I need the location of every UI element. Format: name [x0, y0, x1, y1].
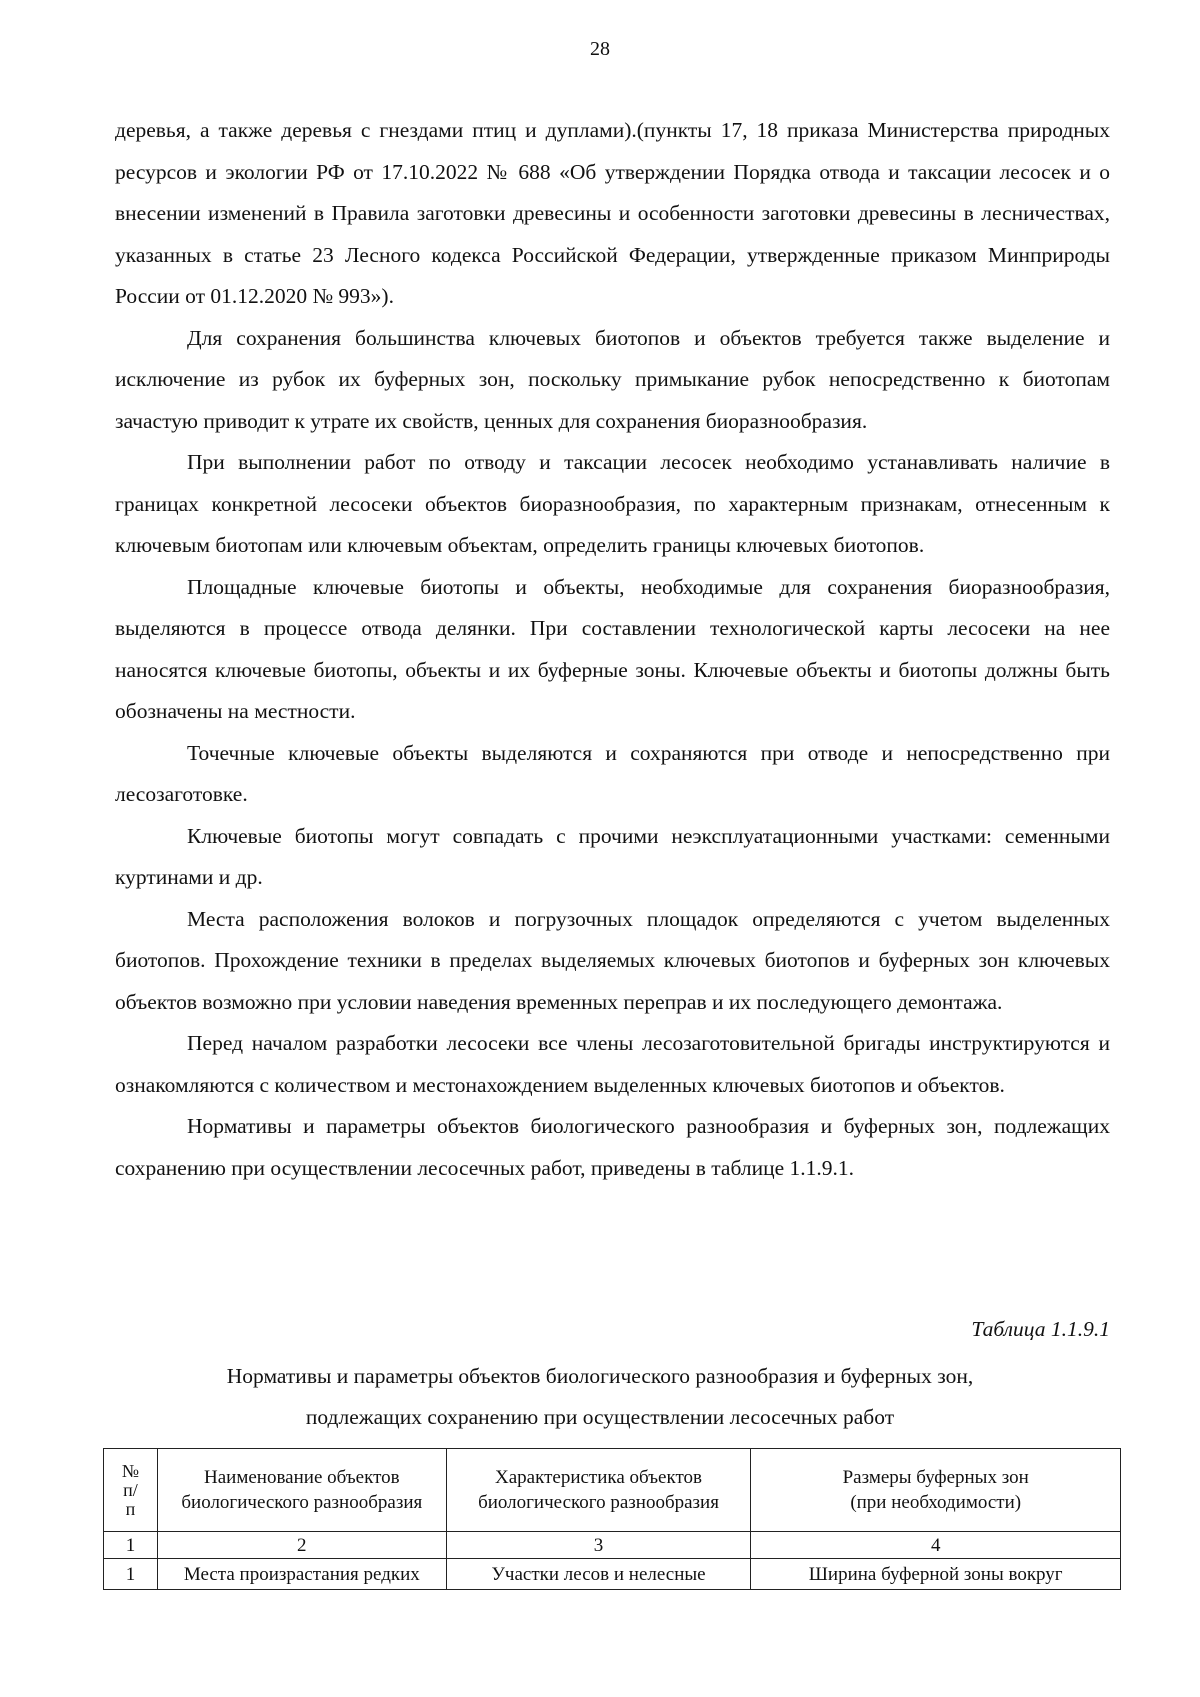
- row-object-name: Места произрастания редких: [157, 1559, 446, 1590]
- column-number-row: [104, 1532, 1121, 1559]
- paragraph-8: Перед началом разработки лесосеки все члены лесозаготовительной бригады инструктируются и ознакомляются с количеством и местонахождением выделенных ключевых биотопов и объектов.: [115, 1031, 1110, 1097]
- column-number: 3: [446, 1532, 751, 1559]
- paragraph-5: Точечные ключевые объекты выделяются и сохраняются при отводе и непосредственно при лесозаготовке.: [115, 740, 1110, 806]
- header-object-name: Наименование объектов биологического разнообразия: [157, 1449, 446, 1532]
- paragraph-4: Площадные ключевые биотопы и объекты, необходимые для сохранения биоразнообразия, выделяются в процессе отвода делянки. При составлении технологической карты лесосеки на нее наносятся ключевые биотопы, объекты и их буферные зоны. Ключевые объекты и биотопы должны быть обозначены на местности.: [115, 574, 1110, 723]
- norms-table: [103, 1448, 1121, 1590]
- header-object-characteristic: Характеристика объектов биологического разнообразия: [446, 1449, 751, 1532]
- paragraph-7: Места расположения волоков и погрузочных площадок определяются с учетом выделенных биотопов. Прохождение техники в пределах выделяемых ключевых биотопов и буферных зон ключевых объектов возможно при условии наведения временных переправ и их последующего демонтажа.: [115, 906, 1110, 1014]
- table-caption: Таблица 1.1.9.1: [971, 1317, 1110, 1341]
- column-number: 1: [104, 1532, 158, 1559]
- paragraph-2: Для сохранения большинства ключевых биотопов и объектов требуется также выделение и исключение из рубок их буферных зон, поскольку примыкание рубок непосредственно к биотопам зачастую приводит к утрате их свойств, ценных для сохранения биоразнообразия.: [115, 325, 1110, 433]
- page-number: 28: [590, 38, 610, 60]
- table-title-line-1: Нормативы и параметры объектов биологического разнообразия и буферных зон,: [226, 1364, 974, 1388]
- paragraph-9: Нормативы и параметры объектов биологического разнообразия и буферных зон, подлежащих сохранению при осуществлении лесосечных работ, приведены в таблице 1.1.9.1.: [115, 1114, 1110, 1180]
- table-row: [104, 1559, 1121, 1590]
- row-buffer-size: Ширина буферной зоны вокруг: [751, 1559, 1121, 1590]
- table-title: [100, 1356, 1100, 1438]
- paragraph-3: При выполнении работ по отводу и таксации лесосек необходимо устанавливать наличие в границах конкретной лесосеки объектов биоразнообразия, по характерным признакам, отнесенным к ключевым биотопам или ключевым объектам, определить границы ключевых биотопов.: [115, 450, 1110, 557]
- row-characteristic: Участки лесов и нелесные: [446, 1559, 751, 1590]
- table-header-row: [104, 1449, 1121, 1532]
- header-buffer-size: Размеры буферных зон (при необходимости): [751, 1449, 1121, 1532]
- header-number: № п/ п: [104, 1449, 158, 1532]
- paragraph-1: деревья, а также деревья с гнездами птиц и дуплами).(пункты 17, 18 приказа Министерства природных ресурсов и экологии РФ от 17.10.2022 № 688 «Об утверждении Порядка отвода и таксации лесосек и о внесении изменений в Правила заготовки древесины и особенности заготовки древесины в лесничествах, указанных в статье 23 Лесного кодекса Российской Федерации, утвержденные приказом Минприроды России от 01.12.2020 № 993»).: [115, 118, 1110, 308]
- column-number: 2: [157, 1532, 446, 1559]
- row-number: 1: [104, 1559, 158, 1590]
- table-title-line-2: подлежащих сохранению при осуществлении лесосечных работ: [305, 1405, 895, 1429]
- paragraph-6: Ключевые биотопы могут совпадать с прочими неэксплуатационными участками: семенными куртинами и др.: [115, 823, 1110, 889]
- body-text: [115, 110, 1110, 1189]
- column-number: 4: [751, 1532, 1121, 1559]
